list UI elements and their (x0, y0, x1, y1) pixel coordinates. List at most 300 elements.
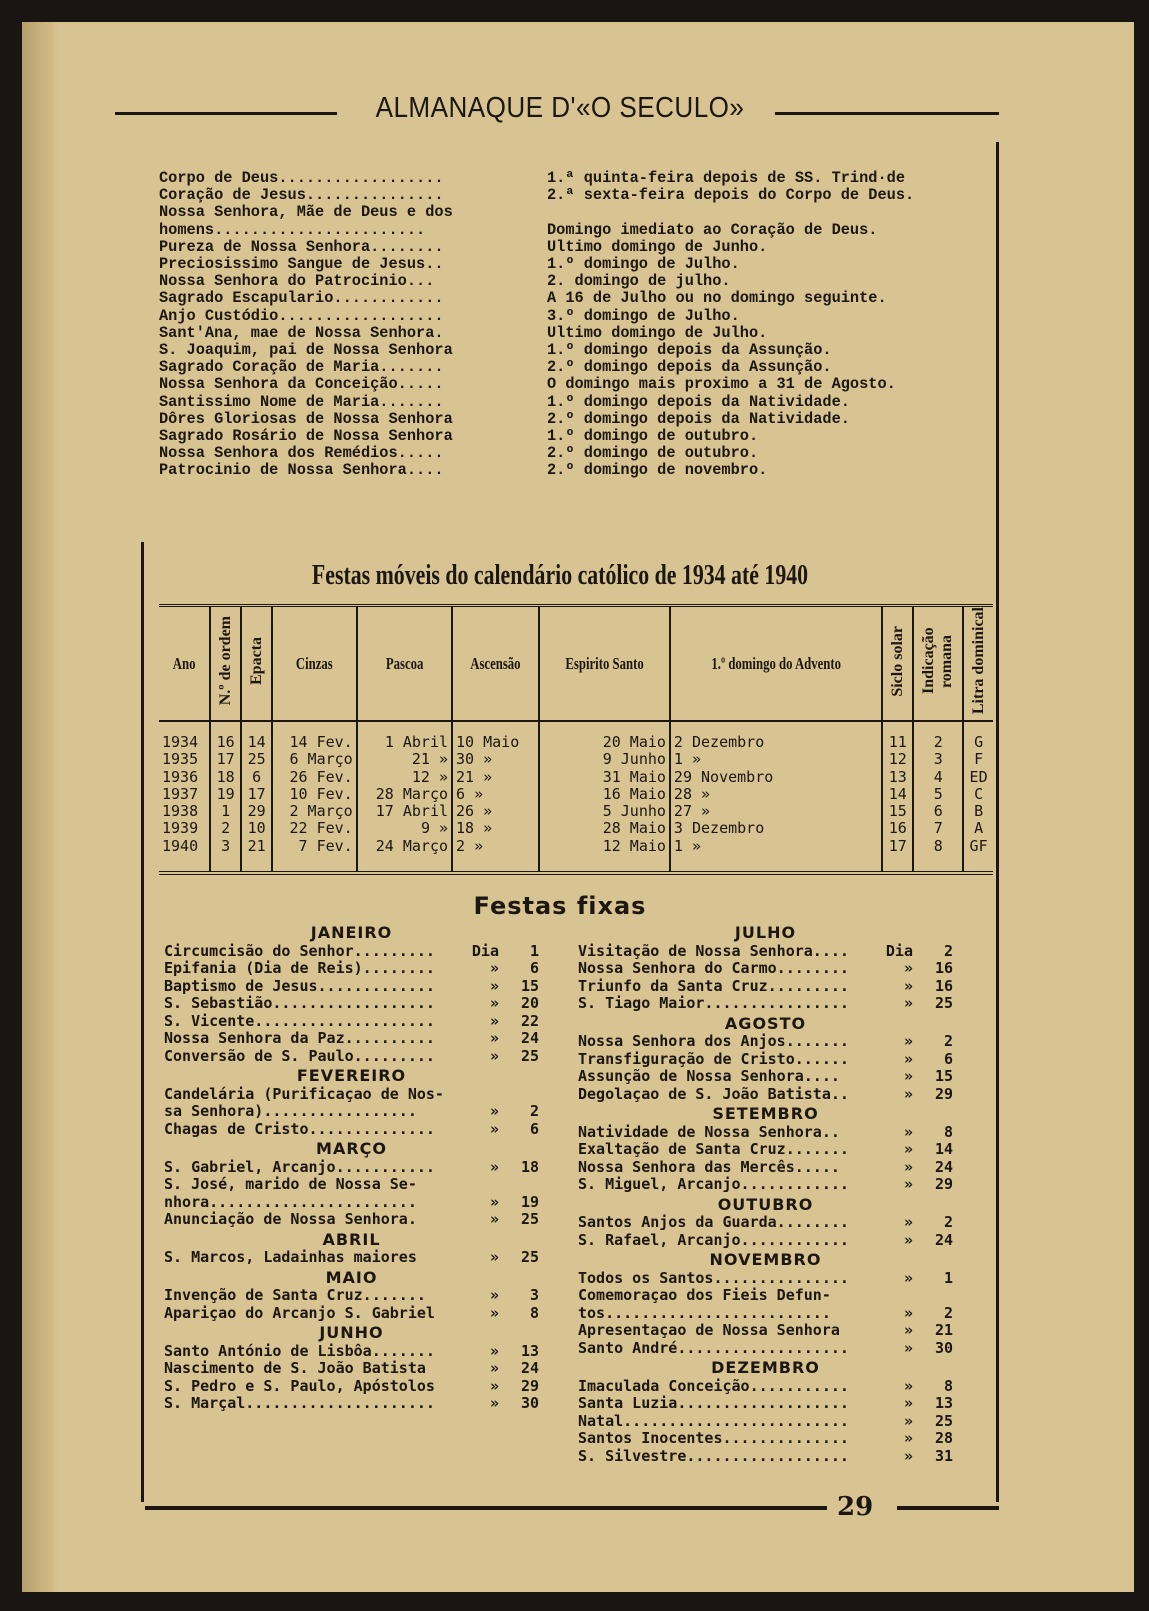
fixed-feast-row (578, 1176, 953, 1194)
fixed-feast-dia (453, 1086, 499, 1104)
fixed-feast-day (913, 1287, 953, 1305)
fixed-feast-row (578, 1214, 953, 1232)
moveis-cell: 12 Maio (539, 838, 670, 873)
fixed-feast-day: 6 (529, 959, 539, 977)
frame-rule-right (996, 142, 999, 1502)
fixed-feast-name: Natal......................... (578, 1412, 849, 1430)
moveis-header-cell (913, 606, 963, 722)
fixed-feast-name: Epifania (Dia de Reis)........ (164, 960, 435, 977)
fixed-feast-name: Santos Inocentes.............. (578, 1430, 849, 1447)
moveis-cell: 24 Março (357, 838, 452, 873)
fixed-feast-day: 15 (934, 1067, 953, 1085)
moveis-cell: 10 Maio (452, 734, 539, 751)
feast-name: Sagrado Rosário de Nossa Senhora (159, 428, 453, 446)
moveis-cell: 28 » (670, 786, 882, 803)
fixed-feast-day: 16 (934, 976, 953, 995)
feast-date: 1.º domingo depois da Assunção. (547, 342, 832, 360)
feast-date: 2.ª sexta-feira depois do Corpo de Deus. (547, 187, 915, 205)
moveis-cell: 31 Maio (539, 769, 670, 786)
page-content (115, 92, 1005, 1522)
fixed-feast-name: Assunção de Nossa Senhora.... (578, 1068, 840, 1085)
feast-name: Nossa Senhora da Conceição..... (159, 376, 444, 394)
moveis-cell: 6 (913, 803, 963, 820)
fixed-feast-name: Invenção de Santa Cruz....... (164, 1287, 426, 1304)
page-title: ALMANAQUE D'«O SECULO» (375, 92, 745, 124)
feast-date: 1.º domingo de outubro. (547, 428, 759, 446)
month-heading: ABRIL (322, 1229, 381, 1249)
feast-row (159, 273, 989, 290)
feast-row (159, 239, 989, 256)
moveis-cell: 20 Maio (539, 734, 670, 751)
fixed-feast-row (578, 1141, 953, 1159)
fixed-feast-name: S. Tiago Maior................ (578, 995, 849, 1012)
fixed-feast-dia: » (489, 1341, 499, 1360)
feast-date: Ultimo domingo de Junho. (547, 238, 768, 256)
moveis-cell: 9 Junho (539, 751, 670, 768)
month-heading: OUTUBRO (717, 1194, 814, 1214)
fixed-feast-dia: » (903, 994, 913, 1012)
moveis-row (159, 820, 993, 837)
fixed-feast-name: Circumcisão do Senhor......... (164, 942, 435, 960)
fixed-feast-day: 30 (934, 1338, 953, 1357)
moveis-cell: 1939 (162, 819, 199, 838)
moveis-header-cell (452, 606, 539, 722)
moveis-cell: F (963, 751, 993, 768)
moveis-cell: A (963, 820, 993, 837)
moveis-cell: 3 Dezembro (670, 820, 882, 837)
fixed-feast-name: Chagas de Cristo.............. (164, 1120, 435, 1138)
moveis-cell: 2 Dezembro (670, 734, 882, 751)
fixed-feast-day: 25 (934, 994, 953, 1012)
fixed-feast-row (578, 1051, 953, 1069)
fixed-feast-day: 19 (520, 1192, 539, 1211)
fixed-feast-day: 25 (520, 1248, 539, 1266)
feast-row (159, 359, 989, 376)
moveis-cell: 28 Março (357, 786, 452, 803)
fixed-feast-name: S. Marcos, Ladainhas maiores (164, 1249, 417, 1266)
feast-name: Sagrado Escapulario............ (159, 290, 444, 308)
moveis-cell: 18 (210, 769, 241, 786)
feast-row (159, 394, 989, 411)
fixed-feast-name: Nossa Senhora da Paz.......... (164, 1030, 435, 1047)
moveis-header-label: Ascensão (470, 653, 521, 673)
moveis-cell: 21 » (357, 751, 452, 768)
moveis-row (159, 769, 993, 786)
fixed-feast-day: 1 (943, 1268, 953, 1287)
feast-date: Domingo imediato ao Coração de Deus. (547, 221, 878, 239)
moveis-cell: 1 (210, 803, 241, 820)
feast-row (159, 462, 989, 479)
fixed-feast-dia: » (903, 1049, 913, 1068)
frame-rule-left (141, 542, 144, 1502)
fixed-feast-day: 2 (943, 1213, 953, 1231)
fixed-feast-day: 29 (520, 1376, 539, 1395)
footer-rule-right (897, 1506, 999, 1510)
fixed-feast-row (164, 978, 539, 996)
fixed-feast-row (578, 1378, 953, 1396)
fixas-column-left (164, 922, 539, 1413)
fixed-feast-row (164, 1360, 539, 1378)
fixed-feast-day: 16 (934, 959, 953, 977)
moveis-cell: 3 (210, 838, 241, 873)
fixed-feast-dia: » (903, 1446, 913, 1465)
page-spine (22, 22, 58, 1592)
fixed-feast-dia: » (489, 1046, 499, 1065)
footer-rule-left (145, 1506, 827, 1510)
fixed-feast-dia: » (489, 1376, 499, 1395)
fixed-feast-row (164, 1249, 539, 1267)
fixed-feast-dia (453, 1176, 499, 1194)
fixed-feast-day: 25 (934, 1411, 953, 1430)
feast-name: Nossa Senhora do Patrocinio... (159, 273, 435, 291)
moveis-table (159, 604, 993, 875)
feast-name: Dôres Gloriosas de Nossa Senhora (159, 410, 453, 428)
fixed-feast-name: Santa Luzia................... (578, 1395, 849, 1412)
fixed-feast-row (164, 1048, 539, 1066)
feast-row (159, 308, 989, 325)
moveis-header-label: Pascoa (385, 653, 424, 673)
feast-row (159, 222, 989, 239)
fixed-feast-day: 29 (934, 1084, 953, 1103)
fixed-feast-name: Todos os Santos............... (578, 1269, 849, 1287)
moveis-header-cell (210, 606, 241, 722)
fixed-feast-row (578, 1270, 953, 1288)
moveis-cell: 1936 (162, 767, 199, 786)
feast-date: 1.º domingo depois da Natividade. (547, 393, 850, 411)
feast-date: 1.ª quinta-feira depois de SS. Trind·de (547, 170, 906, 187)
fixed-feast-name: Comemoraçao dos Fieis Defun- (578, 1287, 831, 1304)
fixed-feast-day: 14 (934, 1140, 953, 1158)
moveis-cell: 8 (913, 838, 963, 873)
moveis-cell: 16 (882, 820, 913, 837)
moveis-row (159, 786, 993, 803)
fixed-feast-day: 2 (943, 941, 953, 960)
fixed-feast-name: Baptismo de Jesus............. (164, 977, 435, 995)
moveis-header-cell (539, 606, 670, 722)
fixed-feast-day: 2 (943, 1032, 953, 1050)
fixed-feast-row (164, 1030, 539, 1048)
feast-name: S. Joaquim, pai de Nossa Senhora (159, 342, 453, 360)
fixed-feast-name: Nascimento de S. João Batista (164, 1360, 426, 1377)
feast-name: Coração de Jesus............... (159, 187, 444, 205)
page-header (115, 92, 1005, 134)
fixed-feast-dia: » (903, 976, 913, 995)
fixed-feast-name: tos......................... (578, 1304, 831, 1322)
fixed-feast-name: Santo André................... (578, 1339, 849, 1357)
fixed-feast-row (578, 1124, 953, 1142)
feast-name: Anjo Custódio.................. (159, 307, 444, 325)
moveis-row (159, 803, 993, 820)
fixed-feast-day: 8 (529, 1303, 539, 1322)
moveis-cell: 12 » (357, 769, 452, 786)
fixed-feast-row (578, 1159, 953, 1177)
fixed-feast-name: Natividade de Nossa Senhora.. (578, 1123, 840, 1141)
moveis-cell: GF (963, 838, 993, 873)
fixed-feast-row (164, 1086, 539, 1104)
fixed-feast-dia: » (903, 1230, 913, 1249)
moveis-cell: 29 Novembro (670, 769, 882, 786)
month-heading: JUNHO (319, 1323, 384, 1342)
fixed-feast-row (164, 995, 539, 1013)
moveis-header-label: 1.º domingo do Advento (711, 653, 841, 673)
month-heading: JANEIRO (310, 923, 393, 942)
moveis-cell: 30 » (452, 751, 539, 768)
feast-row (159, 170, 989, 187)
fixed-feast-row (164, 1211, 539, 1229)
fixed-feast-name: S. Marçal..................... (164, 1395, 435, 1412)
moveis-header-cell (670, 606, 882, 722)
fixed-feast-dia: » (903, 1140, 913, 1158)
fixed-feast-dia: » (489, 1011, 499, 1030)
moveis-cell: 2 » (452, 838, 539, 873)
fixed-feast-dia: » (489, 976, 499, 995)
moveis-cell: 12 (882, 751, 913, 768)
fixed-feast-dia: » (903, 1032, 913, 1050)
fixed-feast-dia: » (489, 1248, 499, 1266)
feast-row (159, 325, 989, 342)
moveis-cell: 28 Maio (539, 820, 670, 837)
moveis-header-label: Siclo solar (888, 625, 906, 697)
moveis-header-label: Ano (172, 653, 196, 673)
page-footer (115, 1492, 1005, 1522)
fixed-feast-name: Candelária (Purificaçao de Nos- (164, 1085, 444, 1103)
feast-name: Corpo de Deus.................. (159, 170, 444, 187)
moveis-header-cell (357, 606, 452, 722)
fixed-feast-day: 30 (520, 1394, 539, 1412)
moveis-cell: 10 Fev. (272, 786, 357, 803)
moveis-cell: 7 (913, 820, 963, 837)
fixas-title: Festas fixas (473, 892, 647, 920)
fixed-feast-dia: » (489, 959, 499, 977)
month-heading: SETEMBRO (712, 1104, 819, 1123)
fixed-feast-day: 28 (934, 1429, 953, 1447)
fixed-feast-day: 13 (934, 1394, 953, 1412)
feast-row (159, 445, 989, 462)
moveis-cell: 4 (913, 769, 963, 786)
moveis-cell: 6 » (452, 786, 539, 803)
moveis-cell: 1 Abril (357, 734, 452, 751)
feast-name: Pureza de Nossa Senhora........ (159, 238, 444, 256)
feast-date: Ultimo domingo de Julho. (547, 324, 768, 342)
fixed-feast-dia: » (489, 1210, 499, 1228)
feast-date: 2.º domingo de outubro. (547, 445, 759, 463)
fixed-feast-name: S. Gabriel, Arcanjo........... (164, 1158, 435, 1176)
feast-row (159, 290, 989, 307)
moveis-cell: 13 (882, 769, 913, 786)
fixed-feast-row (578, 1068, 953, 1086)
moveis-header-label: Epacta (247, 637, 265, 685)
feast-row (159, 187, 989, 204)
fixed-feast-row (578, 943, 953, 961)
fixed-feast-day: 13 (520, 1341, 539, 1360)
feast-row (159, 411, 989, 428)
moveis-cell: G (963, 734, 993, 751)
moveis-row (159, 838, 993, 873)
fixed-feast-dia: » (903, 1394, 913, 1412)
fixed-feast-name: Nossa Senhora das Mercês..... (578, 1158, 840, 1176)
moveis-cell: 21 (241, 838, 272, 873)
fixed-feast-dia: » (903, 1411, 913, 1430)
fixed-feast-dia: » (903, 1268, 913, 1287)
fixed-feast-name: Imaculada Conceição........... (578, 1377, 849, 1395)
fixed-feast-dia: » (489, 994, 499, 1012)
fixed-feast-day: 24 (520, 1029, 539, 1047)
feast-row (159, 204, 989, 221)
fixed-feast-row (578, 1340, 953, 1358)
fixed-feast-day: 20 (520, 994, 539, 1012)
moveis-cell: 19 (210, 786, 241, 803)
fixed-feast-row (164, 1103, 539, 1121)
fixed-feast-name: S. Vicente.................... (164, 1012, 435, 1030)
fixed-feast-name: S. Silvestre.................. (578, 1447, 849, 1465)
fixed-feast-dia: » (903, 1321, 913, 1339)
fixed-feast-day: 3 (529, 1286, 539, 1304)
moveis-cell: ED (963, 769, 993, 786)
fixed-feast-day: 29 (934, 1175, 953, 1193)
fixed-feast-day (499, 1086, 539, 1104)
almanac-page (22, 22, 1134, 1592)
moveis-cell: 7 Fev. (272, 838, 357, 873)
moveis-cell: 2 (913, 734, 963, 751)
fixed-feast-row (164, 1343, 539, 1361)
feast-date: 2.º domingo depois da Assunção. (547, 359, 832, 377)
moveis-cell: 26 Fev. (272, 769, 357, 786)
moveis-cell: 1 » (670, 838, 882, 873)
fixed-feast-row (578, 1413, 953, 1431)
feast-row (159, 342, 989, 359)
feast-date: 2. domingo de julho. (547, 273, 731, 291)
moveis-cell: 6 (241, 769, 272, 786)
fixed-feast-dia: Dia (885, 941, 913, 960)
fixed-feast-dia: Dia (471, 941, 499, 960)
moveis-cell: 25 (241, 751, 272, 768)
moveis-row (159, 751, 993, 768)
moveis-cell: 9 » (357, 820, 452, 837)
moveis-cell: 1937 (162, 784, 199, 803)
fixed-feast-dia: » (903, 1303, 913, 1322)
fixed-feast-row (164, 1305, 539, 1323)
fixed-feast-day: 25 (520, 1210, 539, 1228)
moveis-cell: 26 » (452, 803, 539, 820)
moveis-cell: 6 Março (272, 751, 357, 768)
moveis-header-label: Litra dominical (969, 607, 987, 715)
moveis-cell: 5 Junho (539, 803, 670, 820)
month-heading: FEVEREIRO (296, 1066, 407, 1085)
fixed-feast-dia (867, 1287, 913, 1305)
month-heading: DEZEMBRO (711, 1358, 820, 1377)
month-heading: MARÇO (316, 1139, 387, 1158)
fixed-feast-dia: » (489, 1192, 499, 1211)
moveis-header-label: N.º de ordem (216, 616, 234, 706)
moveis-cell: 21 » (452, 769, 539, 786)
fixed-feast-day: 24 (520, 1359, 539, 1377)
fixed-feast-day: 15 (520, 976, 539, 995)
moveis-title: Festas móveis do calendário católico de 1934 até 1940 (311, 560, 809, 591)
fixed-feast-dia: » (489, 1394, 499, 1412)
moveis-cell: 17 (241, 786, 272, 803)
moveis-row (159, 734, 993, 751)
moveis-cell: B (963, 803, 993, 820)
fixed-feast-day: 1 (529, 941, 539, 960)
moveis-cell: 11 (882, 734, 913, 751)
fixed-feast-row (164, 1287, 539, 1305)
moveis-cell: 15 (882, 803, 913, 820)
feast-name: Sant'Ana, mae de Nossa Senhora. (159, 324, 444, 342)
moveis-header-label: Indicação romana (920, 627, 956, 695)
fixed-feast-row (578, 1033, 953, 1051)
feast-name: Nossa Senhora, Mãe de Deus e dos (159, 204, 453, 222)
fixed-feast-day: 2 (529, 1102, 539, 1120)
moveis-cell: 27 » (670, 803, 882, 820)
feast-date: 3.º domingo de Julho. (547, 307, 740, 325)
moveis-cell: 18 » (452, 820, 539, 837)
feast-name: Santissimo Nome de Maria....... (159, 393, 444, 411)
moveis-header-cell (241, 606, 272, 722)
fixed-feast-name: Santo António de Lisbôa....... (164, 1342, 435, 1360)
moveis-cell: 1940 (159, 838, 210, 873)
moveis-header-cell (159, 606, 210, 722)
fixed-feast-row (164, 1378, 539, 1396)
moveis-cell: 17 (210, 751, 241, 768)
feast-name: Nossa Senhora dos Remédios..... (159, 445, 444, 463)
fixed-feast-dia: » (903, 1376, 913, 1395)
fixed-feast-dia: » (903, 1157, 913, 1176)
moveis-header-cell (882, 606, 913, 722)
feast-date: 1.º domingo de Julho. (547, 256, 740, 274)
fixed-feast-row (164, 1121, 539, 1139)
fixed-feast-dia: » (489, 1102, 499, 1120)
feast-name: Preciosissimo Sangue de Jesus.. (159, 256, 444, 274)
fixed-feast-day: 25 (520, 1046, 539, 1065)
fixed-feast-name: Nossa Senhora dos Anjos....... (578, 1033, 849, 1050)
feast-row (159, 428, 989, 445)
fixas-column-right (578, 922, 953, 1465)
moveis-cell: 1938 (162, 802, 199, 821)
feast-date: O domingo mais proximo a 31 de Agosto. (547, 376, 896, 394)
fixed-feast-dia: » (903, 1338, 913, 1357)
feast-name: homens....................... (159, 221, 426, 239)
fixed-feast-row (578, 1305, 953, 1323)
fixed-feast-name: Conversão de S. Paulo......... (164, 1047, 435, 1065)
fixed-feast-row (164, 943, 539, 961)
fixed-feast-day (499, 1176, 539, 1194)
fixed-feast-day: 6 (529, 1119, 539, 1138)
moveis-cell: 1935 (162, 750, 199, 769)
fixed-feast-name: Transfiguração de Cristo...... (578, 1050, 849, 1068)
fixed-feast-day: 22 (520, 1011, 539, 1030)
feast-list (159, 170, 989, 480)
fixed-feast-row (164, 960, 539, 978)
fixed-feast-day: 8 (943, 1122, 953, 1141)
moveis-cell: C (963, 786, 993, 803)
moveis-cell: 29 (241, 803, 272, 820)
fixed-feast-day: 8 (943, 1376, 953, 1395)
moveis-cell: 14 (241, 734, 272, 751)
fixed-feast-name: sa Senhora)................. (164, 1103, 417, 1120)
fixed-feast-name: Triunfo da Santa Cruz......... (578, 977, 849, 995)
fixed-feast-day: 21 (934, 1321, 953, 1339)
fixed-feast-name: S. Sebastião.................. (164, 995, 435, 1012)
fixed-feast-row (578, 960, 953, 978)
fixed-feast-name: Visitação de Nossa Senhora.... (578, 942, 849, 960)
fixed-feast-name: Anunciação de Nossa Senhora. (164, 1211, 417, 1228)
fixed-feast-day: 6 (943, 1049, 953, 1068)
moveis-header-row (159, 606, 993, 722)
fixed-feast-dia: » (489, 1157, 499, 1176)
page-number: 29 (837, 1492, 874, 1522)
moveis-header-cell (272, 606, 357, 722)
month-heading: NOVEMBRO (709, 1250, 822, 1269)
